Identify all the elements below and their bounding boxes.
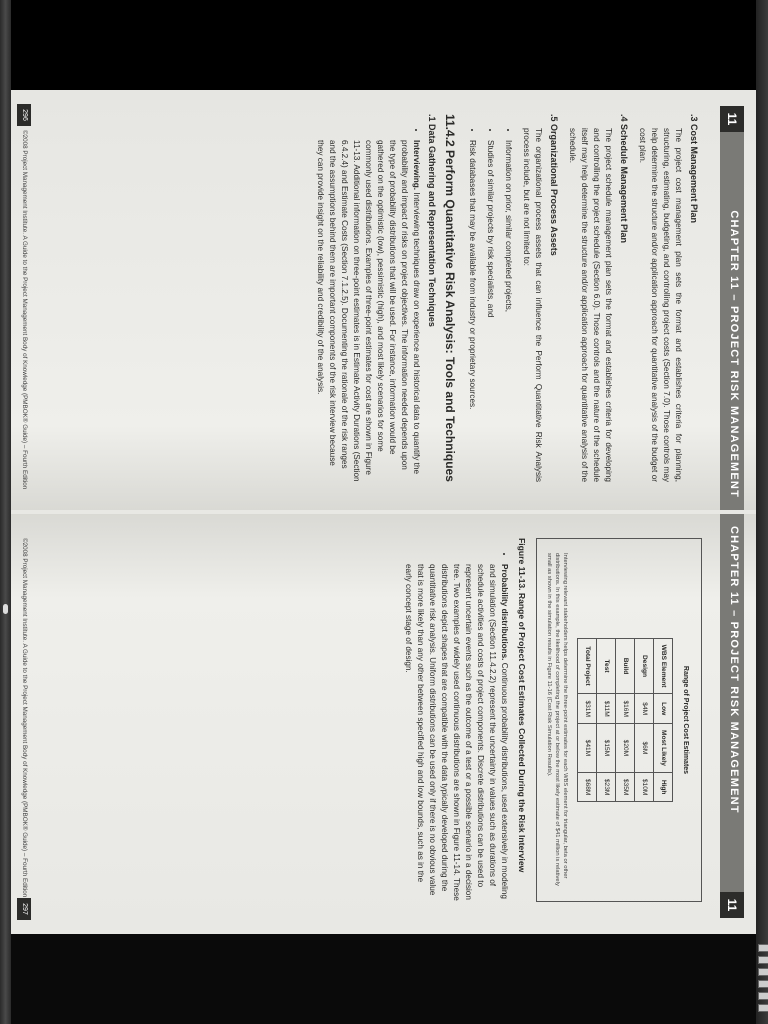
page-footer: ©2008 Project Management Institute. A Guide to the Project Management Body of Knowledge (PMBOK® Guide) – Fourth Edition [21, 130, 28, 490]
figure-box [536, 538, 702, 902]
bullet-label: Probability distributions. [500, 564, 509, 661]
table-cell: $4M [635, 694, 654, 724]
bullet-text: Interviewing techniques draw on experience and historical data to quantify the probability and impact of risks on project objectives. The information needed depends upon the type of probability distributions that will be used. For instance, information would be gathered on the optimistic (low), pessimistic (high), and most likely scenarios for some commonly used distributions. Examples of three-point estimates for cost are shown in Figure 11-13. Additional information on three-point estimates is in Estimate Activity Durations (Section 6.4.2.4) and Estimate Costs (Section 7.1.2.5). Documenting the rationale of the risk ranges and the assumptions behind them are important components of the risk interview because they can provide insight on the reliability and credibility of the analysis. [316, 140, 421, 482]
figure-note: Interviewing relevant stakeholders helps determine the three-point estimates for each WBS element for triangular, beta or other distributions. In this example, the likelihood of completing the project at or below the most likely estimate of $41 million is relatively small as shown in the simulation results in Figure 11-16 (Cost Risk Simulation Results). [546, 553, 568, 886]
book-spread [11, 90, 756, 934]
paragraph: The organizational process assets that can influence the Perform Quantitative Risk Analysis process include, but are not limited to: [522, 128, 543, 482]
table-cell: $15M [597, 723, 616, 772]
list-item: • Risk databases that may be available from industry or proprietary sources. [466, 140, 478, 482]
page-thumbnail-strip[interactable] [756, 944, 768, 1024]
viewer-background [11, 934, 756, 1024]
running-head [720, 514, 744, 918]
subsection-heading: .1 Data Gathering and Representation Techniques [427, 114, 437, 327]
page-body [308, 114, 706, 482]
section-title: 11.4.2 Perform Quantitative Risk Analysis: Tools and Techniques [443, 114, 457, 482]
table-cell: Test [597, 638, 616, 694]
chapter-tab: 11 [720, 106, 744, 132]
subsection-heading: .3 Cost Management Plan [689, 114, 699, 224]
page-body [396, 538, 706, 902]
figure-title: Range of Project Cost Estimates [682, 665, 689, 775]
bullet-list [314, 114, 422, 482]
table-row [635, 638, 654, 802]
table-cell: $10M [635, 772, 654, 802]
page-thumbnail[interactable] [758, 980, 768, 988]
table-cell: $11M [597, 694, 616, 724]
table-cell: $20M [616, 723, 635, 772]
right-panel-bar [756, 0, 768, 1024]
table-cell: Design [635, 638, 654, 694]
subsection-heading: .5 Organizational Process Assets [549, 114, 559, 256]
list-item: • Information on prior, similar completed projects, [502, 140, 514, 482]
left-scroll-bar[interactable] [0, 0, 11, 1024]
bullet-list [466, 114, 514, 482]
table-cell: $35M [616, 772, 635, 802]
scroll-handle[interactable] [3, 604, 8, 614]
table-cell: $6M [635, 723, 654, 772]
paragraph: The project schedule management plan sets the format and establishes criteria for developing and controlling the project schedule (Section 6.0). Those controls and the nature of the schedule itself may help determine the structure and/or application approach for quantitative analysis of the schedule. [568, 128, 613, 482]
list-item: • Studies of similar projects by risk specialists, and [484, 140, 496, 482]
list-item [402, 564, 510, 902]
bullet-label: Interviewing. [412, 140, 421, 191]
list-item [314, 140, 422, 482]
page-thumbnail[interactable] [758, 956, 768, 964]
page-thumbnail[interactable] [758, 992, 768, 1000]
table-cell: $31M [578, 694, 597, 724]
table-header: WBS Element [654, 638, 673, 694]
table-cell: $16M [616, 694, 635, 724]
table-cell: $41M [578, 723, 597, 772]
running-head-title: CHAPTER 11 – PROJECT RISK MANAGEMENT [728, 210, 740, 498]
page-footer: ©2008 Project Management Institute. A Guide to the Project Management Body of Knowledge (PMBOK® Guide) – Fourth Edition [21, 538, 28, 898]
paragraph: The project cost management plan sets the format and establishes criteria for planning, structuring, estimating, budgeting, and controlling project costs (Section 7.0). Those controls may help determine the structure and/or application approach for quantitative analysis of the budget or cost plan. [638, 128, 683, 482]
table-cell: $23M [597, 772, 616, 802]
table-header: High [654, 772, 673, 802]
cost-estimate-table [577, 638, 673, 803]
bullet-list [402, 538, 510, 902]
table-row [597, 638, 616, 802]
table-header-row [654, 638, 673, 802]
table-cell: $68M [578, 772, 597, 802]
table-row [616, 638, 635, 802]
chapter-tab: 11 [720, 892, 744, 918]
table-header: Low [654, 694, 673, 724]
page-thumbnail[interactable] [758, 968, 768, 976]
document-viewport [11, 90, 756, 934]
table-row [578, 638, 597, 802]
page-number: 297 [17, 898, 31, 920]
page-number: 296 [17, 104, 31, 126]
subsection-heading: .4 Schedule Management Plan [619, 114, 629, 244]
table-header: Most Likely [654, 723, 673, 772]
table-cell: Build [616, 638, 635, 694]
page-thumbnail[interactable] [758, 944, 768, 952]
figure-caption: Figure 11-13. Range of Project Cost Estimates Collected During the Risk Interview [517, 538, 527, 873]
page-297 [11, 514, 756, 934]
bullet-text: Continuous probability distributions, used extensively in modeling and simulation (Section 11.4.2.2) represent the uncertainty in values such as durations of schedule activities and costs of project components. Discrete distributions can be used to represent uncertain events such as the outcome of a test or a possible scenario in a decision tree. Two examples of widely used continuous distributions are shown in Figure 11-14. These distributions depict shapes that are compatible with the data typically developed during the quantitative risk analysis. Uniform distributions can be used only if there is no obvious value that is more likely than any other between specified high and low bounds, such as in the early concept stage of design. [404, 564, 509, 901]
page-thumbnail[interactable] [758, 1004, 768, 1012]
table-cell: Total Project [578, 638, 597, 694]
running-head-title: CHAPTER 11 – PROJECT RISK MANAGEMENT [728, 526, 740, 814]
running-head [720, 106, 744, 510]
page-296 [11, 90, 756, 510]
